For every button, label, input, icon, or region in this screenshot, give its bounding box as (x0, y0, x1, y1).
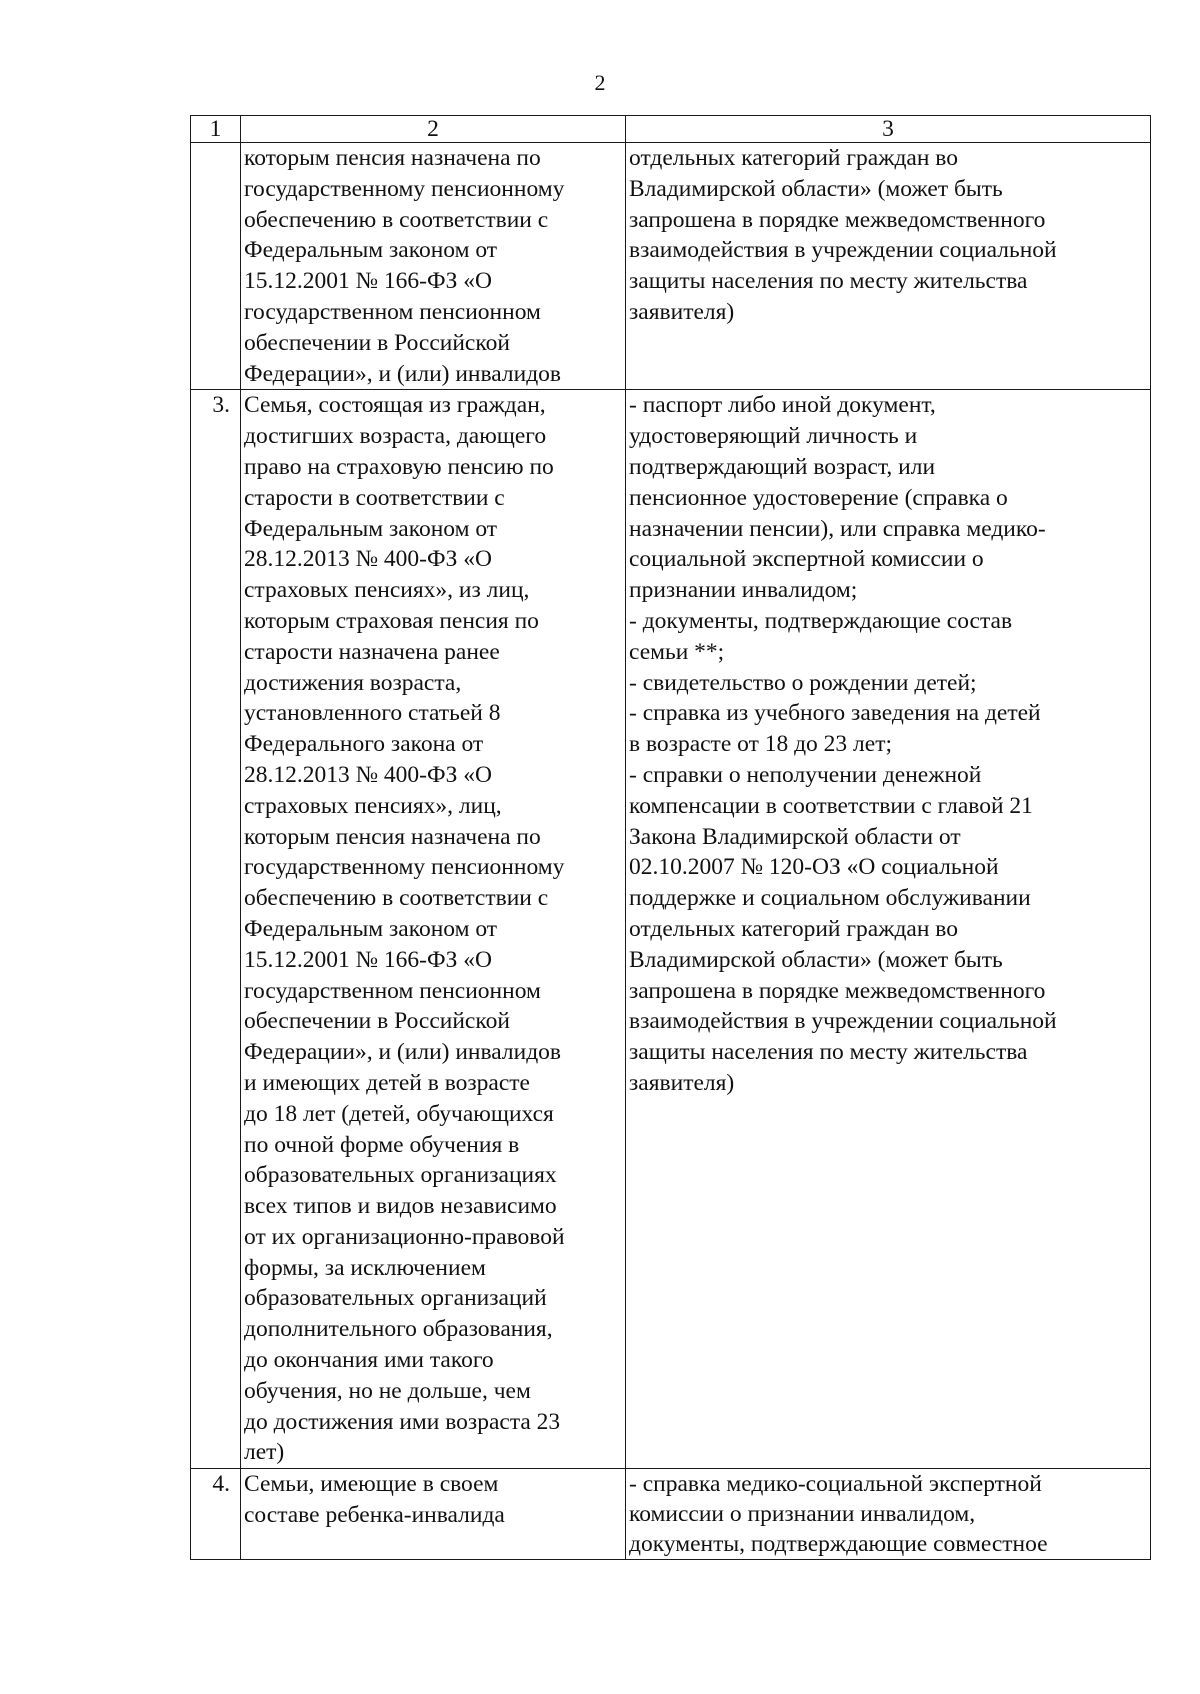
category-line: образовательных организациях (244, 1162, 557, 1189)
category-line: обеспечении в Российской (244, 1008, 510, 1035)
document-line: взаимодействия в учреждении социальной (629, 237, 1057, 264)
document-line: в возрасте от 18 до 23 лет; (629, 731, 892, 758)
document-line: - свидетельство о рождении детей; (629, 669, 977, 696)
document-line: запрошена в порядке межведомственного (629, 206, 1046, 233)
category-line: которым страховая пенсия по (244, 607, 539, 634)
page-number: 2 (594, 70, 606, 95)
row-number: 4. (191, 1469, 241, 1560)
category-line: Семья, состоящая из граждан, (244, 392, 546, 419)
table-header-row (191, 116, 1151, 143)
category-line: Федерации», и (или) инвалидов (244, 360, 562, 387)
category-line: до 18 лет (детей, обучающихся (244, 1100, 554, 1127)
document-line: - паспорт либо иной документ, (629, 392, 936, 419)
category-line: всех типов и видов независимо (244, 1193, 557, 1220)
category-line: которым пенсия назначена по (244, 823, 541, 850)
category-line: Федерального закона от (244, 731, 484, 758)
benefits-table (190, 115, 1151, 1560)
document-line: защиты населения по месту жительства (629, 1039, 1028, 1066)
document-line: назначении пенсии), или справка медико- (629, 515, 1046, 542)
document-line: 02.10.2007 № 120-ОЗ «О социальной (629, 854, 999, 881)
category-line: Федерации», и (или) инвалидов (244, 1039, 562, 1066)
category-line: Федеральным законом от (244, 237, 498, 264)
category-cell (241, 143, 626, 390)
table-body (191, 143, 1151, 1560)
document-line: признании инвалидом; (629, 577, 858, 604)
category-line: государственному пенсионному (244, 854, 565, 881)
category-line: достижения возраста, (244, 669, 462, 696)
category-line: старости в соответствии с (244, 484, 505, 511)
document-line: социальной экспертной комиссии о (629, 546, 984, 573)
column-header-2: 2 (241, 116, 626, 143)
category-line: право на страховую пенсию по (244, 453, 554, 480)
category-line: достигших возраста, дающего (244, 423, 547, 450)
category-line: обеспечению в соответствии с (244, 206, 549, 233)
document-line: Владимирской области» (может быть (629, 175, 1003, 202)
category-line: и имеющих детей в возрасте (244, 1069, 530, 1096)
category-line: 15.12.2001 № 166-ФЗ «О (244, 946, 492, 973)
category-line: 28.12.2013 № 400-ФЗ «О (244, 761, 492, 788)
row-number (191, 143, 241, 390)
document-line: поддержке и социальном обслуживании (629, 885, 1031, 912)
category-line: обеспечению в соответствии с (244, 885, 549, 912)
category-line: страховых пенсиях», лиц, (244, 792, 502, 819)
category-line: государственному пенсионному (244, 175, 565, 202)
document-line: подтверждающий возраст, или (629, 453, 936, 480)
document-line: взаимодействия в учреждении социальной (629, 1008, 1057, 1035)
document-line: семьи **; (629, 638, 725, 665)
table-row (191, 1469, 1151, 1560)
column-header-1: 1 (191, 116, 241, 143)
category-line: государственном пенсионном (244, 977, 541, 1004)
category-line: 15.12.2001 № 166-ФЗ «О (244, 268, 492, 295)
documents-cell (626, 390, 1151, 1469)
document-line: заявителя) (629, 1069, 735, 1096)
category-line: страховых пенсиях», из лиц, (244, 577, 530, 604)
documents-cell (626, 1469, 1151, 1560)
category-line: 28.12.2013 № 400-ФЗ «О (244, 546, 492, 573)
document-line: документы, подтверждающие совместное (629, 1531, 1048, 1558)
document-line: - справка медико-социальной экспертной (629, 1471, 1042, 1498)
column-header-3: 3 (626, 116, 1151, 143)
category-line: установленного статьей 8 (244, 700, 501, 727)
documents-cell (626, 143, 1151, 390)
category-line: Семьи, имеющие в своем (244, 1471, 499, 1498)
document-line: компенсации в соответствии с главой 21 (629, 792, 1033, 819)
category-line: от их организационно-правовой (244, 1223, 565, 1250)
category-line: обучения, но не дольше, чем (244, 1377, 531, 1404)
document-line: пенсионное удостоверение (справка о (629, 484, 1008, 511)
document-line: - справка из учебного заведения на детей (629, 700, 1041, 727)
document-line: Владимирской области» (может быть (629, 946, 1003, 973)
category-line: до достижения ими возраста 23 (244, 1408, 561, 1435)
category-line: дополнительного образования, (244, 1316, 553, 1343)
category-line: до окончания ими такого (244, 1347, 494, 1374)
row-number: 3. (191, 390, 241, 1469)
document-line: удостоверяющий личность и (629, 423, 918, 450)
category-line: формы, за исключением (244, 1254, 486, 1281)
category-line: Федеральным законом от (244, 915, 498, 942)
category-line: государственном пенсионном (244, 298, 541, 325)
category-line: по очной форме обучения в (244, 1131, 520, 1158)
document-line: - справки о неполучении денежной (629, 761, 982, 788)
category-line: образовательных организаций (244, 1285, 547, 1312)
table-row (191, 143, 1151, 390)
document-line: запрошена в порядке межведомственного (629, 977, 1046, 1004)
document-line: Закона Владимирской области от (629, 823, 961, 850)
document-line: отдельных категорий граждан во (629, 915, 958, 942)
category-line: составе ребенка-инвалида (244, 1502, 505, 1529)
table-row (191, 390, 1151, 1469)
document-line: защиты населения по месту жительства (629, 268, 1028, 295)
category-line: лет) (244, 1439, 285, 1466)
category-line: которым пенсия назначена по (244, 145, 541, 171)
document-line: комиссии о признании инвалидом, (629, 1501, 976, 1528)
category-line: старости назначена ранее (244, 638, 500, 665)
category-line: обеспечении в Российской (244, 329, 510, 356)
category-cell (241, 390, 626, 1469)
document-line: отдельных категорий граждан во (629, 145, 958, 171)
document-line: заявителя) (629, 298, 735, 325)
category-cell (241, 1469, 626, 1560)
category-line: Федеральным законом от (244, 515, 498, 542)
document-line: - документы, подтверждающие состав (629, 607, 1013, 634)
